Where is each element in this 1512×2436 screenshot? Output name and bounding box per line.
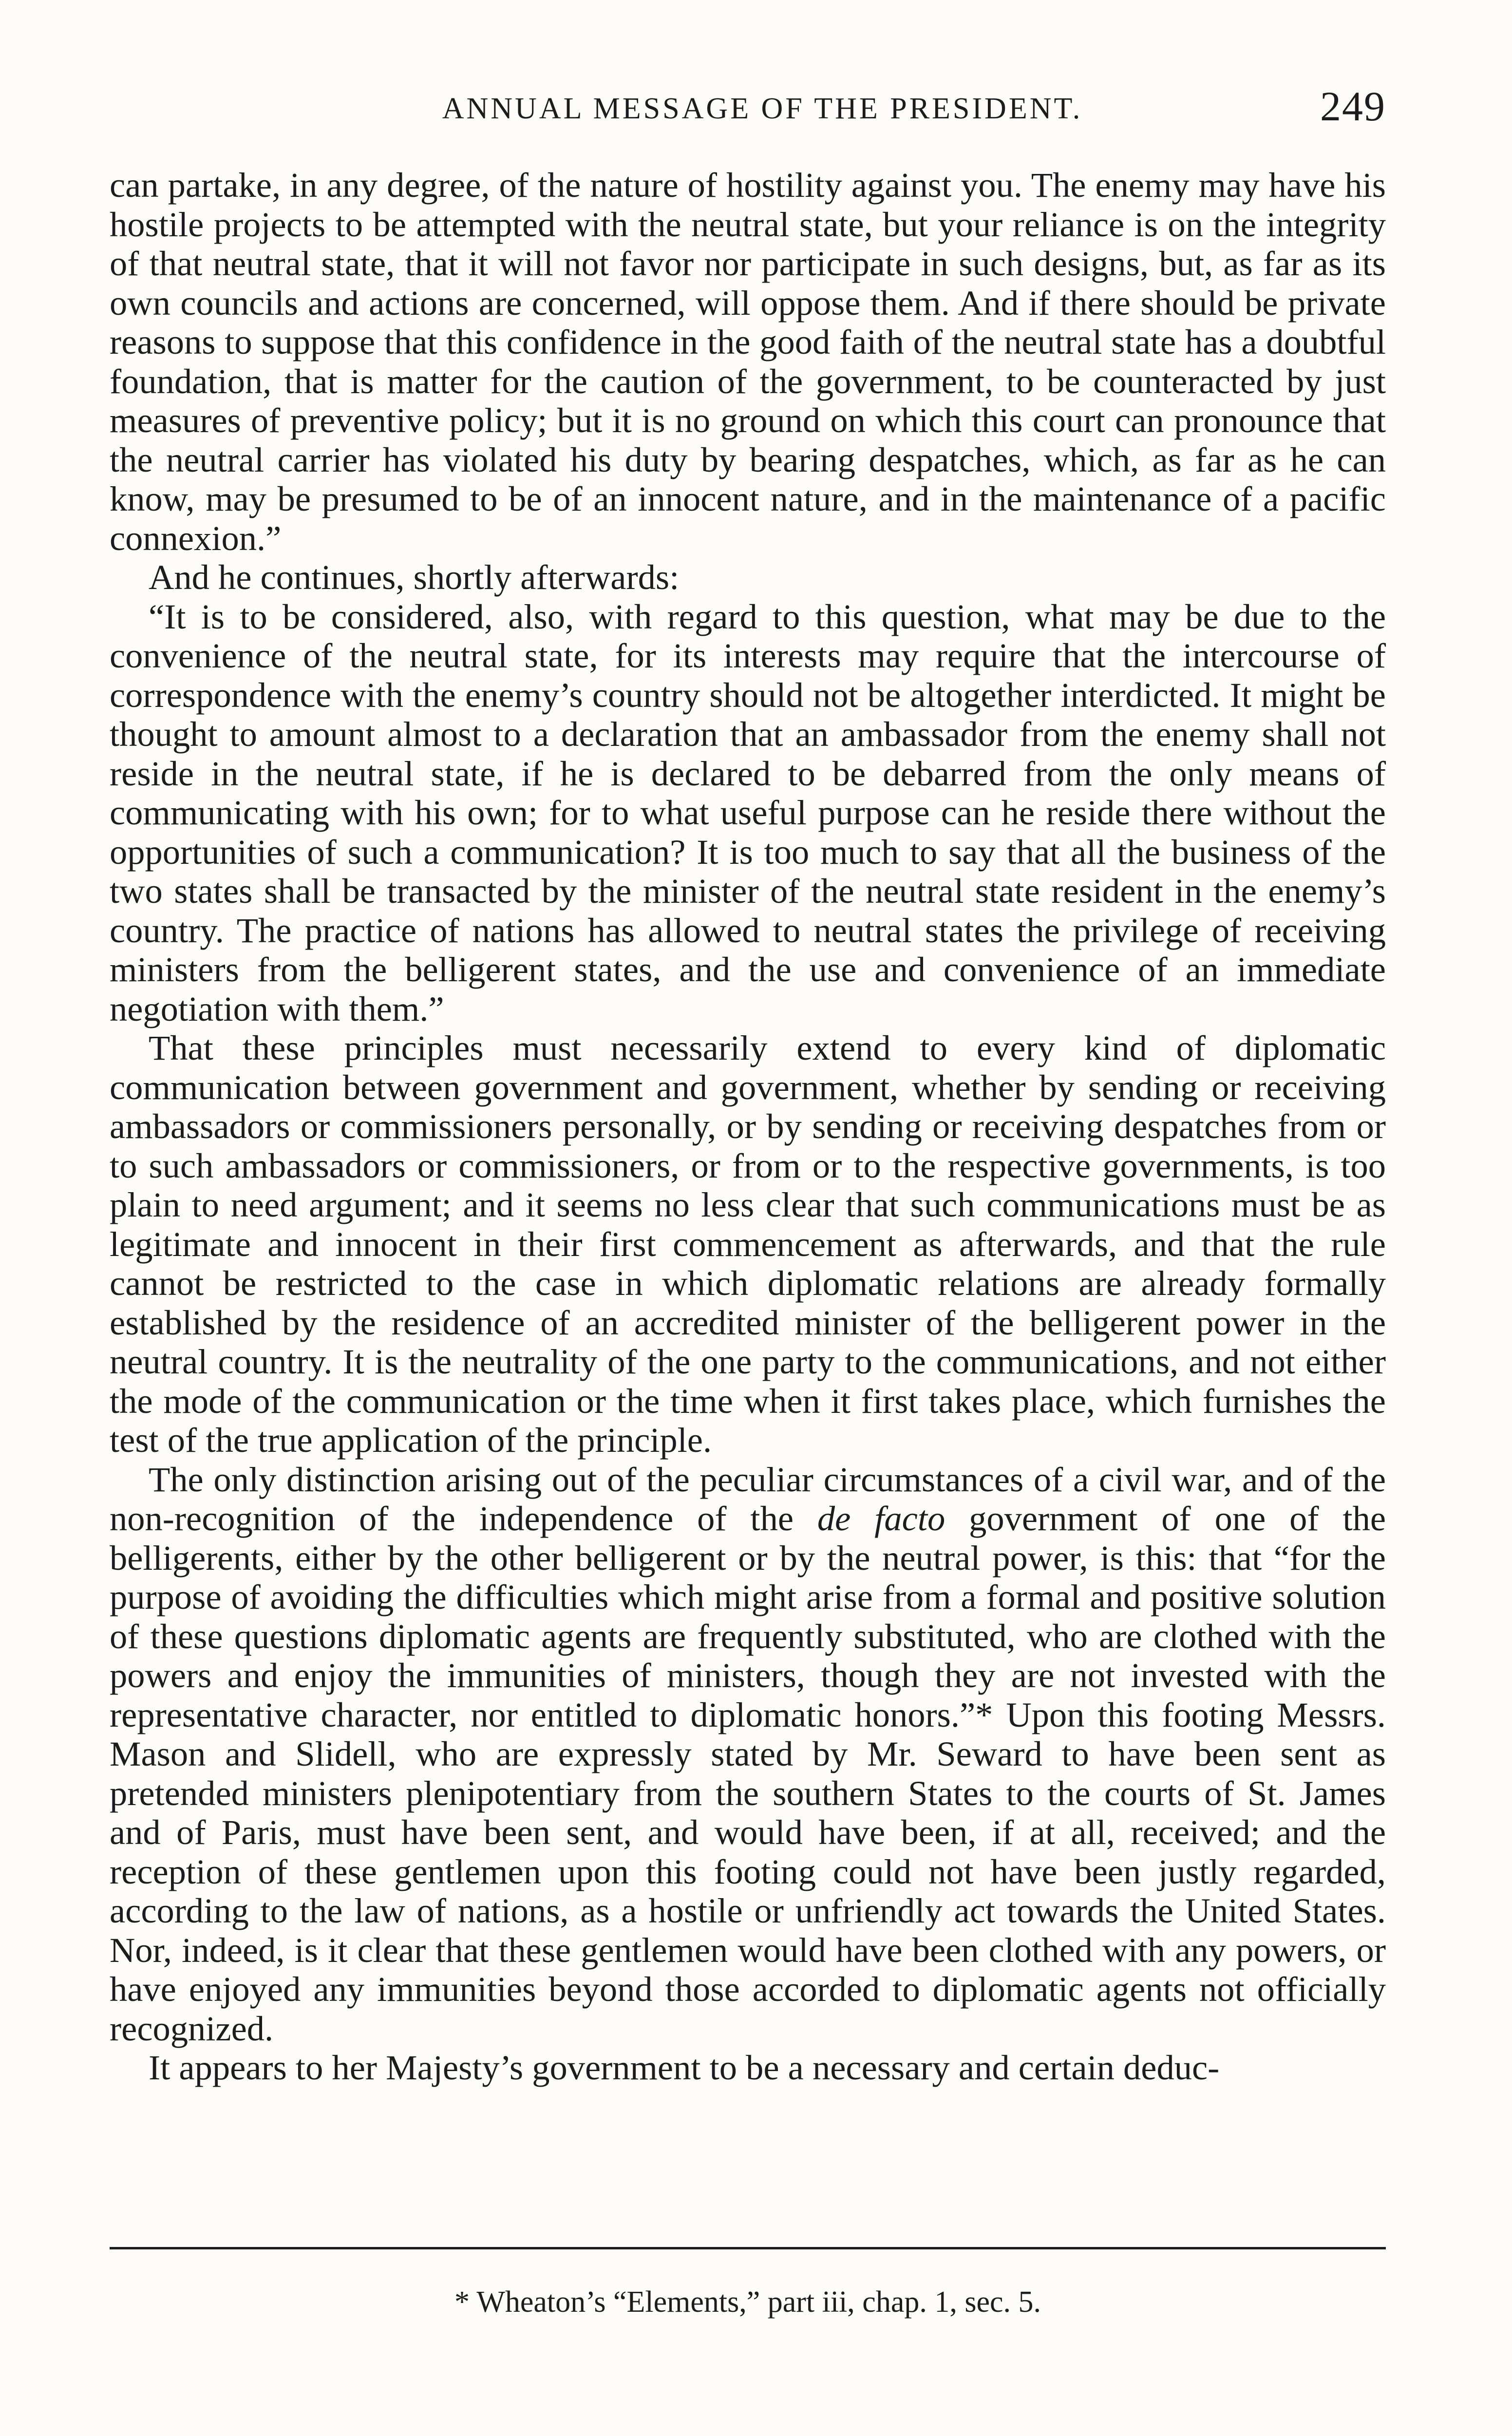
paragraph-civil-war-distinction	[110, 1460, 1386, 2049]
italic-term: de facto	[817, 1499, 945, 1538]
footnote-divider	[110, 2247, 1386, 2249]
page-number: 249	[1320, 83, 1386, 130]
footnote: * Wheaton’s “Elements,” part iii, chap. 1, sec. 5.	[454, 2285, 1041, 2319]
paragraph-deduction: It appears to her Majesty’s government to be a necessary and certain deduc-	[149, 2048, 1220, 2087]
running-head	[110, 82, 1386, 131]
paragraph-principles: That these principles must necessarily extend to every kind of diplomatic communication between government and government, whether by sending or receiving ambassadors or commissioners personally, or by sending or receiving despatches from or to such ambassadors or commissioners, or from or to the respective governments, is too plain to need argument; and it seems no less clear that such communications must be as legitimate and innocent in their first commencement as afterwards, and that the rule cannot be restricted to the case in which diplomatic relations are already formally established by the residence of an accredited minister of the belligerent power in the neutral country. It is the neutrality of the one party to the communications, and not either the mode of the communication or the time when it first takes place, which furnishes the test of the true application of the principle.	[110, 1028, 1386, 1460]
running-title: ANNUAL MESSAGE OF THE PRESIDENT.	[442, 92, 1083, 125]
body-text	[110, 166, 1386, 2088]
paragraph-continued: can partake, in any degree, of the nature of hostility against you. The enemy may have his hostile projects to be attempted with the neutral state, but your reliance is on the integrity of that neutral state, that it will not favor nor participate in such designs, but, as far as its own councils and actions are concerned, will oppose them. And if there should be private reasons to suppose that this confidence in the good faith of the neutral state has a doubtful foundation, that is matter for the caution of the government, to be counteracted by just measures of preventive policy; but it is no ground on which this court can pronounce that the neutral carrier has violated his duty by bearing despatches, which, as far as he can know, may be presumed to be of an innocent nature, and in the maintenance of a pacific connexion.”	[110, 165, 1386, 558]
paragraph-text-part-b: government of one of the belligerents, either by the other belligerent or by the neutral power, is this: that “for the purpose of avoiding the difficulties which might arise from a formal and positive solution of these questions diplomatic agents are frequently substituted, who are clothed with the powers and enjoy the immunities of ministers, though they are not invested with the representative character, nor entitled to diplomatic honors.”* Upon this footing Messrs. Mason and Slidell, who are expressly stated by Mr. Seward to have been sent as pretended ministers plenipotentiary from the southern States to the courts of St. James and of Paris, must have been sent, and would have been, if at all, received; and the reception of these gentlemen upon this footing could not have been justly regarded, according to the law of nations, as a hostile or unfriendly act towards the United States. Nor, indeed, is it clear that these gentlemen would have been clothed with any powers, or have enjoyed any immunities beyond those accorded to diplomatic agents not officially recognized.	[110, 1499, 1386, 2048]
paragraph-transition: And he continues, shortly afterwards:	[149, 557, 680, 597]
paragraph-quotation: “It is to be considered, also, with regard to this question, what may be due to the convenience of the neutral state, for its interests may require that the intercourse of correspondence with the enemy’s country should not be altogether interdicted. It might be thought to amount almost to a declaration that an ambassador from the enemy shall not reside in the neutral state, if he is declared to be debarred from the only means of communicating with his own; for to what useful purpose can he reside there without the opportunities of such a communication? It is too much to say that all the business of the two states shall be transacted by the minister of the neutral state resident in the enemy’s country. The practice of nations has allowed to neutral states the privilege of receiving ministers from the belligerent states, and the use and convenience of an immediate negotiation with them.”	[110, 596, 1386, 1028]
paragraph-text-part-a: The only distinction arising out of the peculiar circumstances of a civil war, and of the non-recognition of the independence of the	[110, 1459, 1386, 1538]
